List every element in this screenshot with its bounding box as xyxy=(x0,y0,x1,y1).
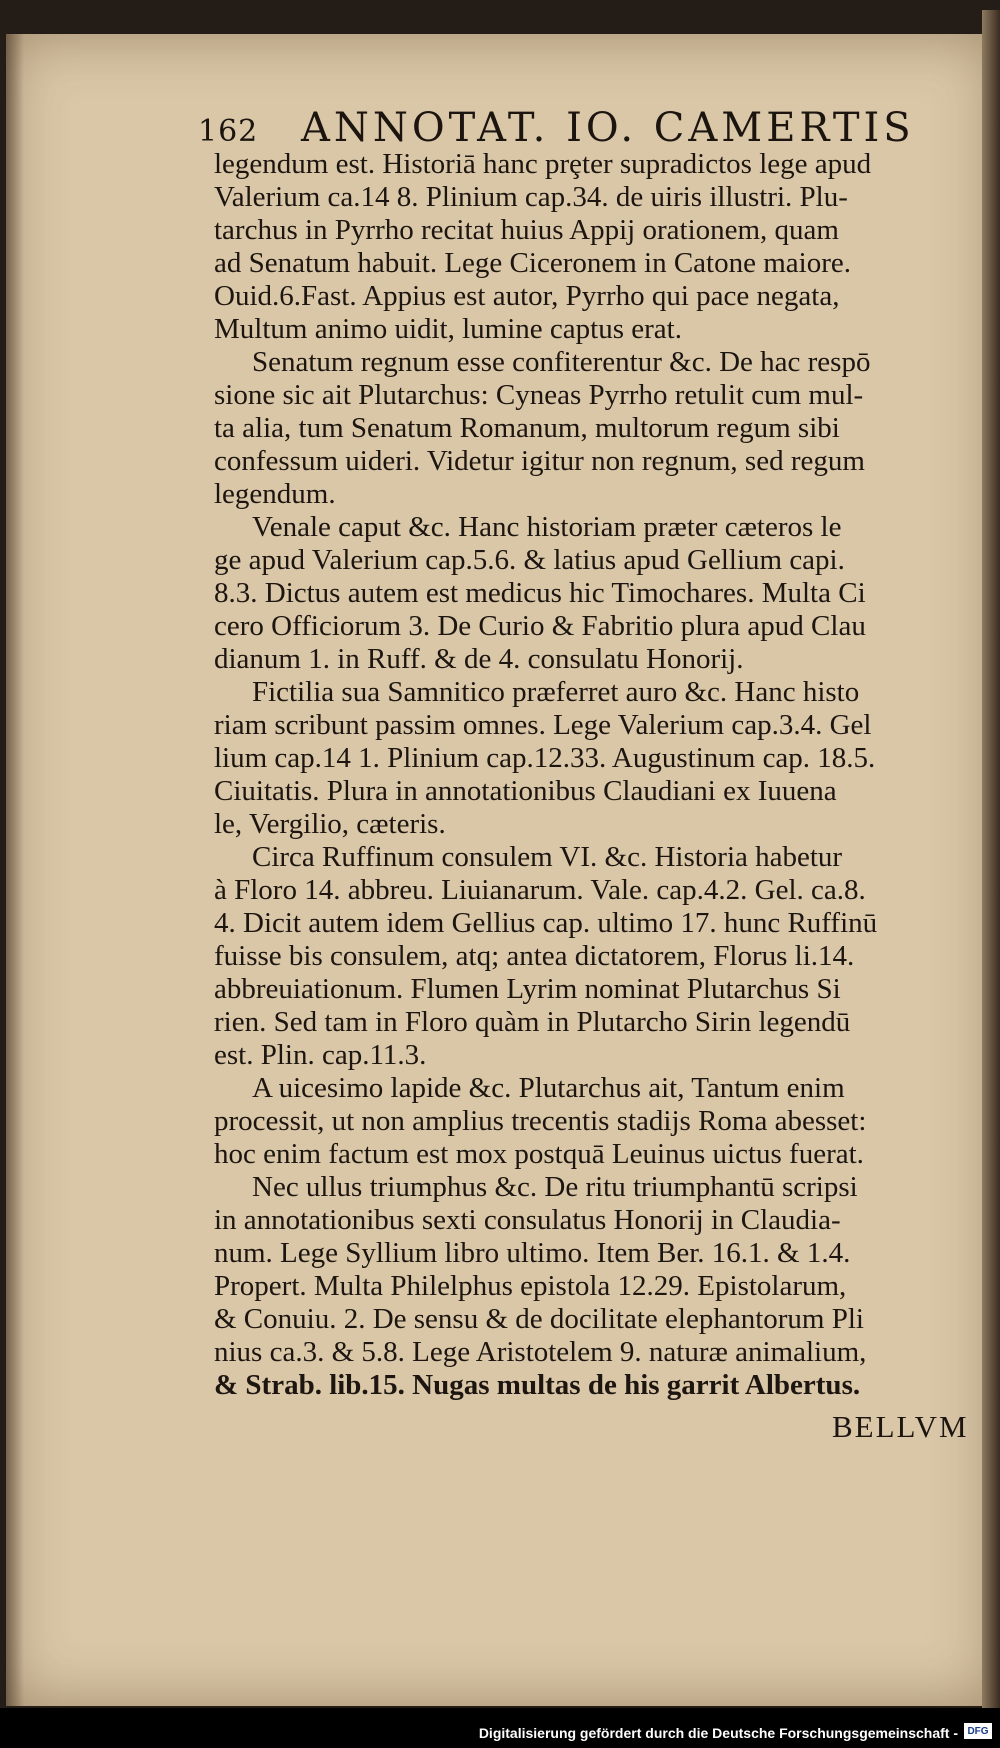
text-line: Ouid.6.Fast. Appius est autor, Pyrrho qui pace negata, xyxy=(214,280,840,312)
text-line: Venale caput &c. Hanc historiam præter cæteros le xyxy=(252,511,842,543)
text-line: sione sic ait Plutarchus: Cyneas Pyrrho retulit cum mul- xyxy=(214,379,864,411)
text-line: lium cap.14 1. Plinium cap.12.33. Augustinum cap. 18.5. xyxy=(214,742,876,774)
text-line: riam scribunt passim omnes. Lege Valerium cap.3.4. Gel xyxy=(214,709,872,741)
text-line: 4. Dicit autem idem Gellius cap. ultimo 17. hunc Ruffinū xyxy=(214,907,878,939)
text-line: ta alia, tum Senatum Romanum, multorum regum sibi xyxy=(214,412,840,444)
text-line: confessum uideri. Videtur igitur non regnum, sed regum xyxy=(214,445,865,477)
text-line: Circa Ruffinum consulem VI. &c. Historia habetur xyxy=(252,841,843,873)
text-line: Multum animo uidit, lumine captus erat. xyxy=(214,313,682,345)
text-line: abbreuiationum. Flumen Lyrim nominat Plutarchus Si xyxy=(214,973,841,1005)
text-line: hoc enim factum est mox postquā Leuinus uictus fuerat. xyxy=(214,1138,864,1170)
text-line: cero Officiorum 3. De Curio & Fabritio plura apud Clau xyxy=(214,610,866,642)
text-line: num. Lege Syllium libro ultimo. Item Ber. 16.1. & 1.4. xyxy=(214,1237,851,1269)
dfg-logo: DFG xyxy=(964,1723,992,1739)
text-line: Ciuitatis. Plura in annotationibus Claudiani ex Iuuena xyxy=(214,775,837,807)
text-line: 8.3. Dictus autem est medicus hic Timochares. Multa Ci xyxy=(214,577,866,609)
footer-credit: Digitalisierung gefördert durch die Deutsche Forschungsgemeinschaft - xyxy=(478,1725,958,1741)
text-line: tarchus in Pyrrho recitat huius Appij orationem, quam xyxy=(214,214,839,246)
text-line: Propert. Multa Philelphus epistola 12.29. Epistolarum, xyxy=(214,1270,847,1302)
text-line: processit, ut non amplius trecentis stadijs Roma abesset: xyxy=(214,1105,867,1137)
text-line: rien. Sed tam in Floro quàm in Plutarcho Sirin legendū xyxy=(214,1006,851,1038)
running-title: ANNOTAT. IO. CAMERTIS xyxy=(300,105,915,151)
text-line: Nec ullus triumphus &c. De ritu triumphantū scripsi xyxy=(252,1171,858,1203)
text-line: & Conuiu. 2. De sensu & de docilitate elephantorum Pli xyxy=(214,1303,864,1335)
text-line: & Strab. lib.15. Nugas multas de his garrit Albertus. xyxy=(214,1369,861,1401)
page-number: 162 xyxy=(198,114,259,149)
text-line: in annotationibus sexti consulatus Honorij in Claudia- xyxy=(214,1204,841,1236)
catchword: BELLVM xyxy=(832,1409,969,1444)
text-line: A uicesimo lapide &c. Plutarchus ait, Tantum enim xyxy=(252,1072,845,1104)
text-line: dianum 1. in Ruff. & de 4. consulatu Honorij. xyxy=(214,643,744,675)
text-line: le, Vergilio, cæteris. xyxy=(214,808,446,840)
text-line: est. Plin. cap.11.3. xyxy=(214,1039,427,1071)
text-line: fuisse bis consulem, atq; antea dictatorem, Florus li.14. xyxy=(214,940,855,972)
text-line: Valerium ca.14 8. Plinium cap.34. de uiris illustri. Plu- xyxy=(214,181,848,213)
text-line: Senatum regnum esse confiterentur &c. De hac respō xyxy=(252,346,871,378)
text-line: nius ca.3. & 5.8. Lege Aristotelem 9. naturæ animalium, xyxy=(214,1336,867,1368)
page-gutter-shadow xyxy=(6,34,24,1706)
text-line: ad Senatum habuit. Lege Ciceronem in Catone maiore. xyxy=(214,247,851,279)
text-line: ge apud Valerium cap.5.6. & latius apud Gellium capi. xyxy=(214,544,845,576)
text-line: legendum est. Historiā hanc prȩter supradictos lege apud xyxy=(214,148,872,180)
page-fold-edge xyxy=(982,10,1000,1710)
footer-bar xyxy=(0,1708,1000,1748)
text-line: à Floro 14. abbreu. Liuianarum. Vale. cap.4.2. Gel. ca.8. xyxy=(214,874,866,906)
text-line: Fictilia sua Samnitico præferret auro &c. Hanc histo xyxy=(252,676,860,708)
text-line: legendum. xyxy=(214,478,336,510)
running-head xyxy=(198,105,988,151)
